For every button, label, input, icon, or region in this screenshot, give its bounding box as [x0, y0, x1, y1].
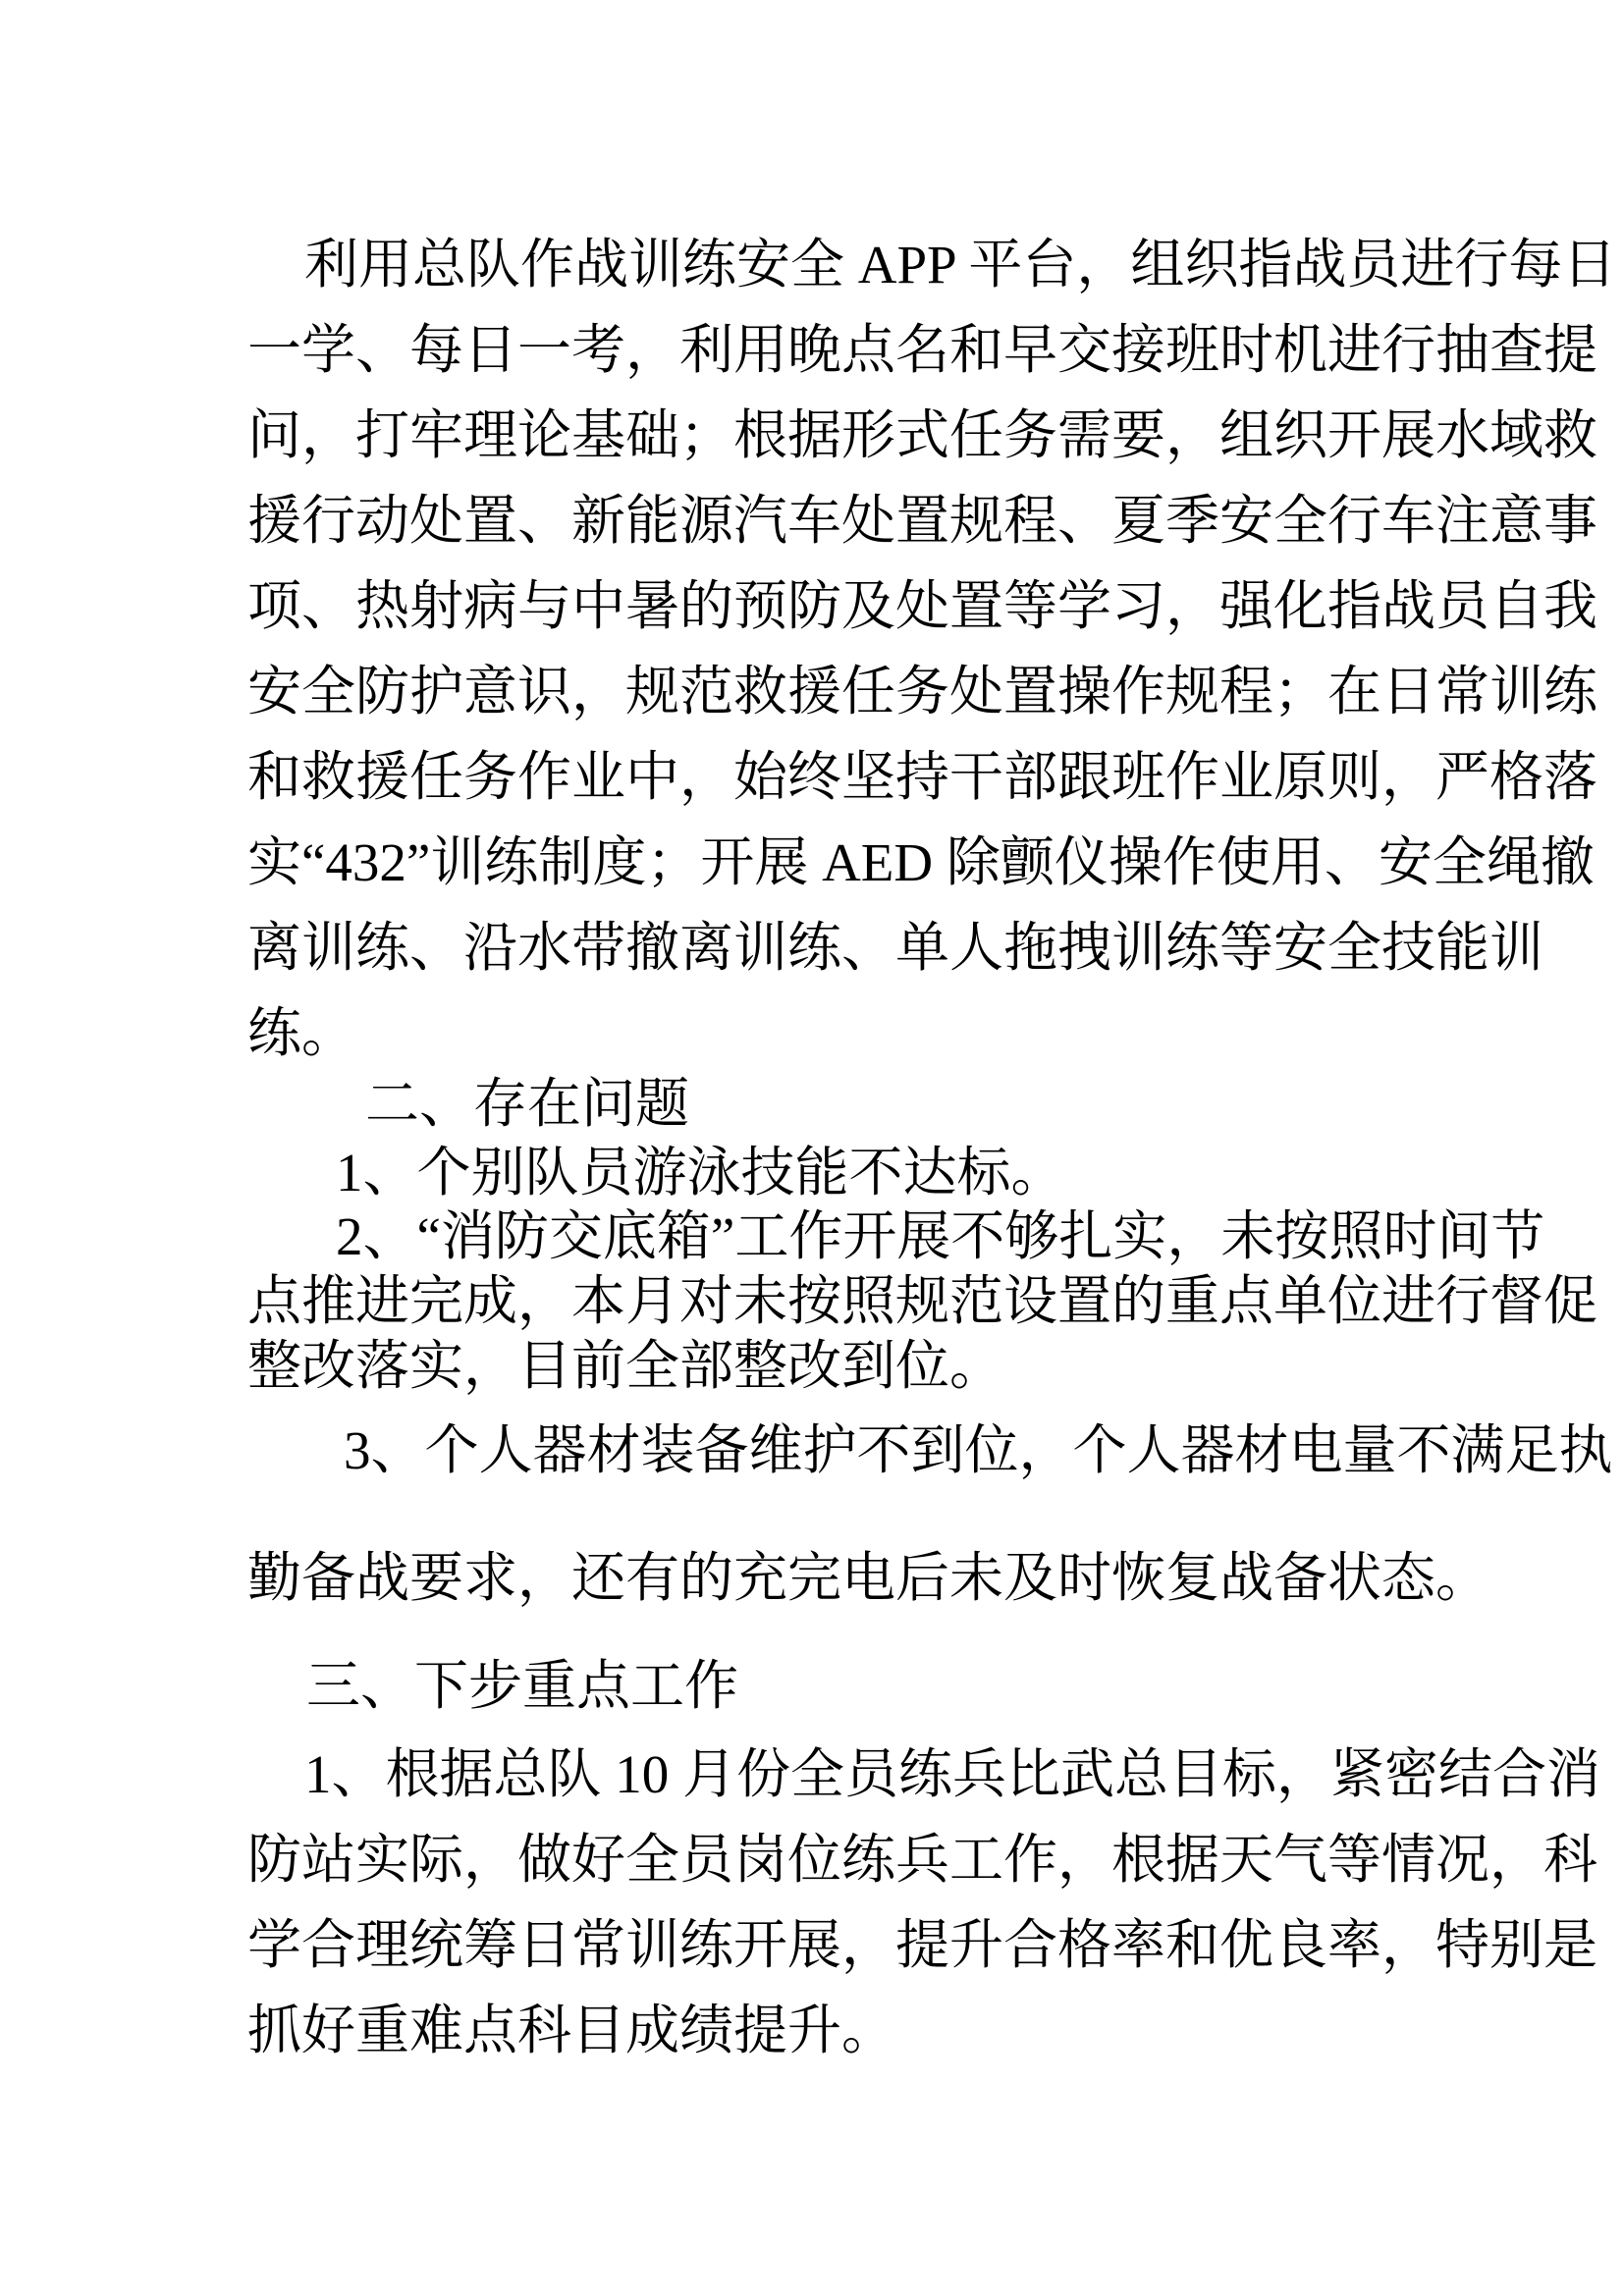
section-heading-problems: 二、存在问题 — [365, 1074, 690, 1134]
text-line: 实“432”训练制度；开展 AED 除颤仪操作使用、安全绳撤 — [247, 832, 1595, 892]
text-line: 一学、每日一考，利用晚点名和早交接班时机进行抽查提 — [247, 320, 1598, 380]
text-line: 援行动处置、新能源汽车处置规程、夏季安全行车注意事 — [247, 491, 1598, 551]
text-line: 防站实际，做好全员岗位练兵工作，根据天气等情况，科 — [247, 1830, 1598, 1890]
text-line: 学合理统筹日常训练开展，提升合格率和优良率，特别是 — [247, 1915, 1598, 1975]
text-line: 和救援任务作业中，始终坚持干部跟班作业原则，严格落 — [247, 747, 1598, 807]
section-heading-next-steps: 三、下步重点工作 — [306, 1656, 739, 1716]
text-line: 利用总队作战训练安全 APP 平台，组织指战员进行每日 — [304, 235, 1617, 294]
text-line: 项、热射病与中暑的预防及处置等学习，强化指战员自我 — [247, 576, 1598, 636]
text-line: 整改落实，目前全部整改到位。 — [247, 1336, 1004, 1396]
text-line: 抓好重难点科目成绩提升。 — [247, 2001, 896, 2060]
text-line: 离训练、沿水带撤离训练、单人拖拽训练等安全技能训 — [247, 918, 1544, 978]
text-line: 1、个别队员游泳技能不达标。 — [336, 1143, 1065, 1202]
text-line: 问，打牢理论基础；根据形式任务需要，组织开展水域救 — [247, 405, 1598, 465]
text-line: 练。 — [247, 1003, 356, 1063]
text-line: 2、“消防交底箱”工作开展不够扎实，未按照时间节 — [336, 1206, 1545, 1266]
text-line: 1、根据总队 10 月份全员练兵比武总目标，紧密结合消 — [304, 1744, 1601, 1804]
text-line: 勤备战要求，还有的充完电后未及时恢复战备状态。 — [247, 1548, 1490, 1608]
text-line: 安全防护意识，规范救援任务处置操作规程；在日常训练 — [247, 662, 1598, 721]
text-line: 3、个人器材装备维护不到位，个人器材电量不满足执 — [344, 1420, 1613, 1480]
text-line: 点推进完成，本月对未按照规范设置的重点单位进行督促 — [247, 1271, 1598, 1331]
